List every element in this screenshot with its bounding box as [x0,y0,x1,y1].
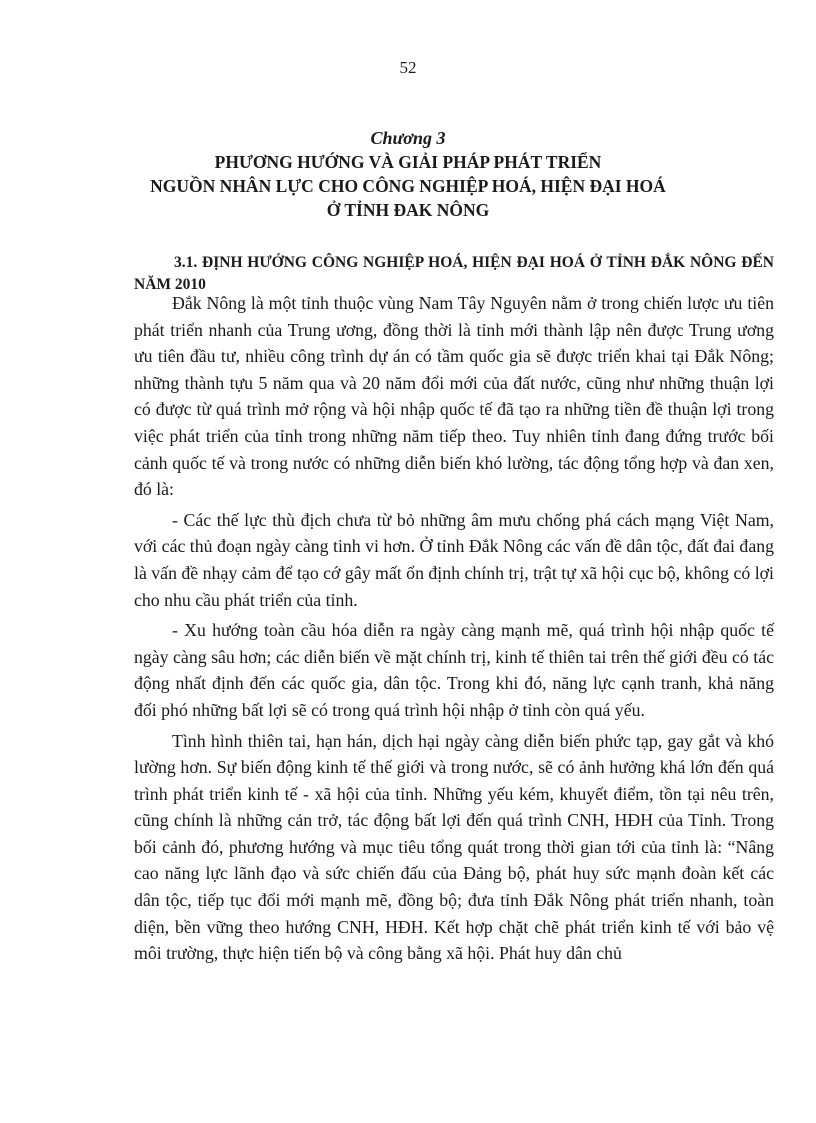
chapter-title-line-3: Ở TỈNH ĐAK NÔNG [326,200,490,220]
paragraph-globalization: - Xu hướng toàn cầu hóa diễn ra ngày càng mạnh mẽ, quá trình hội nhập quốc tế ngày càng sâu hơn; các diễn biến về mặt chính trị, kinh tế thiên tai trên thế giới đều có tác động nhất định đến các quốc gia, dân tộc. Trong khi đó, năng lực cạnh tranh, khả năng đối phó những bất lợi sẽ có trong quá trình hội nhập ở tỉnh còn quá yếu. [134,620,774,720]
chapter-header [90,126,726,222]
page-number: 52 [399,58,417,77]
paragraph-intro: Đắk Nông là một tỉnh thuộc vùng Nam Tây Nguyên nằm ở trong chiến lược ưu tiên phát triển nhanh của Trung ương, đồng thời là tỉnh mới thành lập nên được Trung ương ưu tiên đầu tư, nhiều công trình dự án có tầm quốc gia sẽ được triển khai tại Đắk Nông; những thành tựu 5 năm qua và 20 năm đổi mới của đất nước, cũng như những thuận lợi có được từ quá trình mở rộng và hội nhập quốc tế đã tạo ra những tiền đề thuận lợi trong việc phát triển của tỉnh trong những năm tiếp theo. Tuy nhiên tỉnh đang đứng trước bối cảnh quốc tế và trong nước có những diễn biến khó lường, tác động tổng hợp và đan xen, đó là: [134,293,774,500]
paragraph-hostile-forces: - Các thế lực thù địch chưa từ bỏ những âm mưu chống phá cách mạng Việt Nam, với các thủ đoạn ngày càng tinh vi hơn. Ở tỉnh Đắk Nông các vấn đề dân tộc, đất đai đang là vấn đề nhạy cảm để tạo cớ gây mất ổn định chính trị, trật tự xã hội cục bộ, không có lợi cho nhu cầu phát triển của tỉnh. [134,509,774,610]
chapter-label: Chương 3 [370,128,446,148]
chapter-title-line-1: PHƯƠNG HƯỚNG VÀ GIẢI PHÁP PHÁT TRIỂN [214,152,602,172]
body-text [134,290,774,971]
section-heading: 3.1. ĐỊNH HƯỚNG CÔNG NGHIỆP HOÁ, HIỆN ĐẠI HOÁ Ở TỈNH ĐẮK NÔNG ĐẾN NĂM 2010 [134,254,774,293]
paragraph-situation: Tình hình thiên tai, hạn hán, dịch hại ngày càng diễn biến phức tạp, gay gắt và khó lường hơn. Sự biến động kinh tế thế giới và trong nước, sẽ có ảnh hưởng khá lớn đến quá trình phát triển kinh tế - xã hội của tỉnh. Những yếu kém, khuyết điểm, tồn tại nêu trên, cũng chính là những cản trở, tác động bất lợi đến quá trình CNH, HĐH của Tỉnh. Trong bối cảnh đó, phương hướng và mục tiêu tổng quát trong thời gian tới của tỉnh là: “Nâng cao năng lực lãnh đạo và sức chiến đấu của Đảng bộ, phát huy sức mạnh đoàn kết các dân tộc, tiếp tục đổi mới mạnh mẽ, đồng bộ; đưa tỉnh Đắk Nông phát triển nhanh, toàn diện, bền vững theo hướng CNH, HĐH. Kết hợp chặt chẽ phát triển kinh tế với bảo vệ môi trường, thực hiện tiến bộ và công bằng xã hội. Phát huy dân chủ [134,730,774,964]
chapter-title-line-2: NGUỒN NHÂN LỰC CHO CÔNG NGHIỆP HOÁ, HIỆN ĐẠI HOÁ [150,176,666,196]
